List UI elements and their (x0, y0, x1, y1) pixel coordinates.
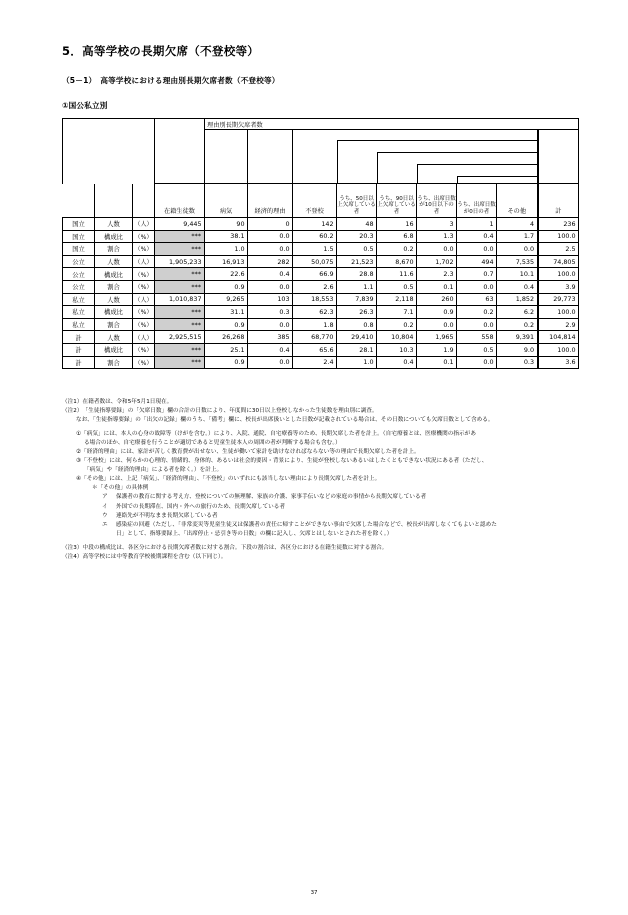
note-item-4-subhead: ＊「その他」の具体例 (92, 485, 149, 492)
example-a-text: 保護者の教育に関する考え方、登校についての無理解、家族の介護、家事手伝いなどの家庭の事情から長期欠席している者 (116, 494, 427, 501)
cell-value: 6.2 (497, 306, 538, 319)
cell-value: 29,410 (337, 331, 377, 344)
note-item-3-text-1: 「不登校」には、何らかの心理的、情緒的、身体的、あるいは社会的要因・背景により、生徒が登校しないあるいはしたくともできない状況にある者（ただし、 (81, 458, 488, 465)
cell-masked: *** (155, 243, 205, 256)
cell-value: 28.8 (337, 268, 377, 281)
cell-value: 50,075 (293, 255, 337, 268)
cell-value: 6.8 (377, 230, 417, 243)
cell-value: 16,913 (205, 255, 248, 268)
section-subtitle: （5－1） 高等学校における理由別長期欠席者数（不登校等） (62, 76, 280, 85)
row-label-metric: 割合 (95, 243, 133, 256)
cell-value: 9.0 (497, 343, 538, 356)
cell-value: 7.1 (377, 306, 417, 319)
cell-value: 1,010,837 (155, 293, 205, 306)
row-label-group: 計 (63, 356, 95, 369)
cell-value: 31.1 (205, 306, 248, 319)
table-row (63, 356, 579, 369)
stair-futoko (293, 130, 337, 184)
example-a-tag: ア (102, 494, 108, 501)
col-header-attend10: うち、出席日数が10日以下の者 (417, 184, 457, 218)
cell-value: 0.0 (457, 280, 497, 293)
row-label-group: 計 (63, 331, 95, 344)
cell-value: 9,445 (155, 218, 205, 231)
cell-value: 0.4 (457, 230, 497, 243)
cell-value: 104,814 (538, 331, 579, 344)
section-label: ①国公私立別 (62, 101, 108, 110)
cell-value: 7,535 (497, 255, 538, 268)
row-label-metric: 構成比 (95, 268, 133, 281)
table-band-row (63, 119, 579, 130)
col-header-economic: 経済的理由 (248, 184, 293, 218)
example-i-text: 外国での長期滞在、国内・外への旅行のため、長期欠席している者 (116, 503, 286, 510)
cell-value: 3.6 (538, 356, 579, 369)
cell-value: 0.1 (417, 280, 457, 293)
note-4 (62, 553, 602, 562)
cell-value: 0.2 (457, 306, 497, 319)
cell-value: 0.8 (337, 318, 377, 331)
cell-value: 2,118 (377, 293, 417, 306)
cell-value: 16 (377, 218, 417, 231)
col-header-attend0: うち、出席日数が0日の者 (457, 184, 497, 218)
cell-value: 0.4 (248, 343, 293, 356)
cell-value: 2.4 (293, 356, 337, 369)
cell-value: 1.3 (417, 230, 457, 243)
table-row (63, 293, 579, 306)
example-a (102, 493, 602, 502)
cell-value: 0.5 (337, 243, 377, 256)
note-item-3-text-2: 「病気」や「経済的理由」による者を除く。）を計上。 (84, 467, 223, 474)
header-blank-metric (95, 184, 133, 218)
cell-value: 0.0 (417, 243, 457, 256)
cell-value: 385 (248, 331, 293, 344)
cell-value: 1,852 (497, 293, 538, 306)
row-label-metric: 人数 (95, 255, 133, 268)
cell-value: 21,523 (337, 255, 377, 268)
col-header-absent50: うち、50日以上欠席している者 (337, 184, 377, 218)
note-4-tag: （注4） (62, 553, 83, 560)
cell-value: 2.6 (293, 280, 337, 293)
cell-masked: *** (155, 318, 205, 331)
cell-value: 0.0 (248, 318, 293, 331)
cell-value: 100.0 (538, 230, 579, 243)
statistics-table (62, 118, 579, 369)
cell-value: 100.0 (538, 306, 579, 319)
table-row (63, 268, 579, 281)
cell-value: 2,925,515 (155, 331, 205, 344)
cell-value: 10,804 (377, 331, 417, 344)
note-item-3 (76, 457, 602, 466)
cell-value: 8,670 (377, 255, 417, 268)
cell-value: 90 (205, 218, 248, 231)
cell-value: 1.8 (293, 318, 337, 331)
table-row (63, 280, 579, 293)
example-e (102, 521, 602, 530)
cell-value: 0.9 (205, 318, 248, 331)
cell-value: 0.7 (457, 268, 497, 281)
row-label-group: 公立 (63, 255, 95, 268)
note-2 (62, 407, 602, 416)
example-e-text-2: 日」として、指導要録上、「出席停止・忌引き等の日数」の欄に記入し、欠席とはしないとされた者を除く。） (116, 530, 393, 537)
cell-value: 3 (417, 218, 457, 231)
cell-value: 0.5 (457, 343, 497, 356)
col-header-other: その他 (497, 184, 538, 218)
cell-value: 1.1 (337, 280, 377, 293)
cell-value: 0.0 (417, 318, 457, 331)
cell-masked: *** (155, 268, 205, 281)
row-label-unit: （人） (133, 218, 155, 231)
stair-economic (248, 130, 293, 184)
row-label-unit: （%） (133, 318, 155, 331)
row-label-unit: （%） (133, 356, 155, 369)
cell-value: 22.6 (205, 268, 248, 281)
cell-value: 74,805 (538, 255, 579, 268)
note-2-tag: （注2） (62, 408, 83, 415)
cell-value: 236 (538, 218, 579, 231)
cell-value: 142 (293, 218, 337, 231)
cell-value: 103 (248, 293, 293, 306)
cell-value: 0.0 (248, 280, 293, 293)
cell-value: 0.4 (497, 280, 538, 293)
row-label-group: 国立 (63, 230, 95, 243)
note-3-text: 中段の構成比は、各区分における長期欠席者数に対する割合。下段の割合は、各区分における在籍生徒数に対する割合。 (82, 544, 388, 551)
cell-value: 494 (457, 255, 497, 268)
cell-value: 0 (248, 218, 293, 231)
table-row (63, 255, 579, 268)
cell-value: 0.0 (457, 356, 497, 369)
example-i-tag: イ (102, 503, 108, 510)
cell-value: 0.0 (248, 230, 293, 243)
cell-value: 2.3 (417, 268, 457, 281)
col-header-illness: 病気 (205, 184, 248, 218)
note-item-2-text: 「経済的理由」には、家計が苦しく教育費が出せない、生徒が働いて家計を助けなければならない等の理由で長期欠席した者を計上。 (81, 449, 420, 456)
row-label-metric: 割合 (95, 318, 133, 331)
row-label-metric: 構成比 (95, 306, 133, 319)
cell-value: 100.0 (538, 343, 579, 356)
table-row (63, 218, 579, 231)
note-3 (62, 544, 602, 553)
cell-value: 0.2 (377, 243, 417, 256)
cell-value: 2.5 (538, 243, 579, 256)
example-i (102, 503, 602, 512)
header-blank-group (63, 184, 95, 218)
cell-value: 0.1 (417, 356, 457, 369)
cell-value: 63 (457, 293, 497, 306)
cell-value: 7,839 (337, 293, 377, 306)
cell-value: 0.2 (497, 318, 538, 331)
cell-value: 1 (457, 218, 497, 231)
cell-value: 0.2 (377, 318, 417, 331)
cell-value: 10.1 (497, 268, 538, 281)
note-item-3-tag: ③ (76, 458, 82, 465)
row-label-unit: （%） (133, 343, 155, 356)
cell-value: 0.4 (377, 356, 417, 369)
cell-value: 1.9 (417, 343, 457, 356)
row-label-group: 国立 (63, 218, 95, 231)
cell-masked: *** (155, 343, 205, 356)
corner-cell (63, 119, 155, 184)
row-label-group: 国立 (63, 243, 95, 256)
cell-value: 0.3 (248, 306, 293, 319)
note-item-4 (76, 475, 602, 484)
table-row (63, 243, 579, 256)
cell-value: 1.7 (497, 230, 538, 243)
row-label-metric: 人数 (95, 293, 133, 306)
cell-masked: *** (155, 306, 205, 319)
table-row (63, 343, 579, 356)
cell-value: 28.1 (337, 343, 377, 356)
cell-value: 1,965 (417, 331, 457, 344)
note-item-2 (76, 448, 602, 457)
stair-bracket-group (337, 130, 497, 184)
note-item-1-text-1: 「病気」には、本人の心身の故障等（けがを含む。）により、入院、通院、自宅療養等のため、長期欠席した者を計上。（自宅療養とは、医療機関の指示があ (81, 431, 476, 438)
note-2-text-1: 「生徒指導要録」の「欠席日数」欄の合計の日数により、年度間に30日以上登校しなかった生徒数を理由別に調査。 (82, 408, 378, 415)
cell-value: 558 (457, 331, 497, 344)
row-label-unit: （人） (133, 255, 155, 268)
table-body (63, 218, 579, 369)
row-label-metric: 構成比 (95, 230, 133, 243)
cell-value: 0.0 (497, 243, 538, 256)
cell-value: 0.9 (417, 306, 457, 319)
note-1-tag: （注1） (62, 399, 83, 405)
cell-value: 66.9 (293, 268, 337, 281)
note-item-4-tag: ④ (76, 476, 82, 483)
cell-masked: *** (155, 230, 205, 243)
table-row (63, 306, 579, 319)
row-label-group: 計 (63, 343, 95, 356)
note-item-4-text: 「その他」には、上記「病気」、「経済的理由」、「不登校」のいずれにも該当しない理由により長期欠席した者を計上。 (81, 476, 381, 483)
cell-masked: *** (155, 280, 205, 293)
cell-value: 1.5 (293, 243, 337, 256)
band-label-reason: 理由別長期欠席者数 (205, 119, 579, 130)
note-item-1 (76, 430, 602, 439)
row-label-group: 私立 (63, 318, 95, 331)
row-label-unit: （人） (133, 331, 155, 344)
table-row (63, 230, 579, 243)
note-1-text: 在籍者数は、令和5年5月1日現在。 (82, 399, 173, 405)
cell-value: 25.1 (205, 343, 248, 356)
example-e-tag: エ (102, 521, 108, 528)
note-item-2-tag: ② (76, 449, 82, 456)
cell-value: 48 (337, 218, 377, 231)
cell-masked: *** (155, 356, 205, 369)
row-label-unit: （%） (133, 280, 155, 293)
cell-value: 0.9 (205, 280, 248, 293)
cell-value: 1,905,233 (155, 255, 205, 268)
row-label-metric: 割合 (95, 280, 133, 293)
row-label-metric: 構成比 (95, 343, 133, 356)
page-title: 5．高等学校の長期欠席（不登校等） (62, 44, 260, 58)
col-enrolled-spacer (155, 119, 205, 184)
cell-value: 62.3 (293, 306, 337, 319)
header-blank-unit (133, 184, 155, 218)
col-header-futoko: 不登校 (293, 184, 337, 218)
row-label-group: 公立 (63, 268, 95, 281)
cell-value: 9,391 (497, 331, 538, 344)
row-label-unit: （%） (133, 243, 155, 256)
cell-value: 60.2 (293, 230, 337, 243)
note-2-text-2: なお、「生徒指導要録」の「出欠の記録」欄のうち、「備考」欄に、校長が出席扱いとした日数が記載されている場合は、その日数についても欠席日数として含める。 (76, 417, 494, 424)
row-label-metric: 割合 (95, 356, 133, 369)
cell-value: 0.0 (248, 243, 293, 256)
cell-value: 65.6 (293, 343, 337, 356)
statistics-table-container (62, 118, 578, 369)
cell-value: 10.3 (377, 343, 417, 356)
cell-value: 1.0 (337, 356, 377, 369)
table-header-row (63, 184, 579, 218)
cell-value: 3.9 (538, 280, 579, 293)
note-item-1-text-2: る場合のほか、自宅療養を行うことが適切であると児童生徒本人の周囲の者が判断する場合も含む。） (84, 440, 341, 447)
cell-value: 282 (248, 255, 293, 268)
cell-value: 0.0 (457, 318, 497, 331)
cell-value: 26,268 (205, 331, 248, 344)
cell-value: 1.0 (205, 243, 248, 256)
col-header-enrolled: 在籍生徒数 (155, 184, 205, 218)
stair-total (538, 130, 579, 184)
example-u-text: 連絡先が不明なまま長期欠席している者 (116, 512, 218, 519)
row-label-unit: （%） (133, 306, 155, 319)
note-3-tag: （注3） (62, 544, 83, 551)
example-u-tag: ウ (102, 512, 108, 519)
row-label-unit: （%） (133, 230, 155, 243)
note-item-1-tag: ① (76, 431, 82, 438)
cell-value: 0.0 (248, 356, 293, 369)
row-label-unit: （%） (133, 268, 155, 281)
row-label-metric: 人数 (95, 218, 133, 231)
notes-section (62, 398, 602, 562)
cell-value: 11.6 (377, 268, 417, 281)
row-label-group: 公立 (63, 280, 95, 293)
cell-value: 18,553 (293, 293, 337, 306)
cell-value: 100.0 (538, 268, 579, 281)
cell-value: 0.4 (248, 268, 293, 281)
cell-value: 9,265 (205, 293, 248, 306)
row-label-metric: 人数 (95, 331, 133, 344)
row-label-group: 私立 (63, 306, 95, 319)
cell-value: 0.5 (377, 280, 417, 293)
cell-value: 4 (497, 218, 538, 231)
cell-value: 20.3 (337, 230, 377, 243)
cell-value: 68,770 (293, 331, 337, 344)
table-row (63, 331, 579, 344)
cell-value: 29,773 (538, 293, 579, 306)
cell-value: 0.0 (457, 243, 497, 256)
cell-value: 0.3 (497, 356, 538, 369)
example-u (102, 512, 602, 521)
page-number: 37 (310, 890, 318, 896)
col-header-total: 計 (538, 184, 579, 218)
col-header-absent90: うち、90日以上欠席している者 (377, 184, 417, 218)
cell-value: 26.3 (337, 306, 377, 319)
cell-value: 2.9 (538, 318, 579, 331)
cell-value: 38.1 (205, 230, 248, 243)
stair-bracket-attend0 (457, 176, 539, 183)
table-row (63, 318, 579, 331)
note-4-text: 高等学校には中等教育学校後期課程を含む（以下同じ）。 (82, 553, 227, 560)
cell-value: 1,702 (417, 255, 457, 268)
cell-value: 0.9 (205, 356, 248, 369)
cell-value: 260 (417, 293, 457, 306)
row-label-unit: （人） (133, 293, 155, 306)
example-e-text-1: 感染症の回避（ただし、「非常変災等児童生徒又は保護者の責任に帰すことができない事由で欠席した場合などで、校長が出席しなくてもよいと認めた (116, 521, 497, 528)
row-label-group: 私立 (63, 293, 95, 306)
stair-illness (205, 130, 248, 184)
note-1 (62, 398, 602, 407)
